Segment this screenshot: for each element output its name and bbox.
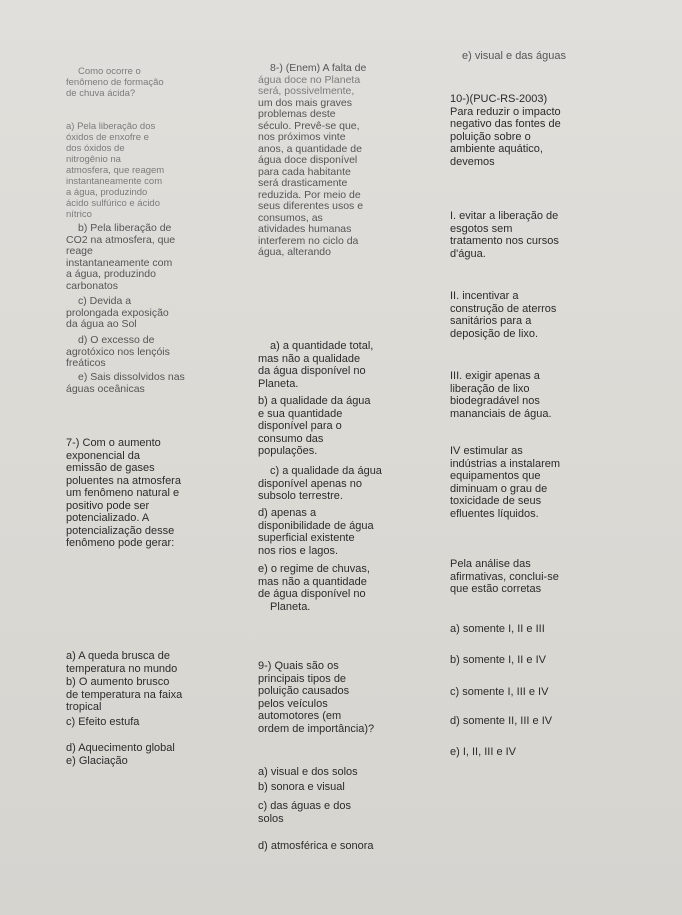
question-7-option-b: b) O aumento brusco de temperatura na faixa tropical xyxy=(66,676,183,713)
question-9-option-a: a) visual e dos solos xyxy=(258,766,358,778)
question-7-option-e: e) Glaciação xyxy=(66,755,128,767)
question-8-option-a: a) a quantidade total, mas não a qualidade da água disponível no Planeta. xyxy=(258,340,374,390)
question-6-option-e: e) Sais dissolvidos nas águas oceânicas xyxy=(66,372,185,395)
question-10-item-1: I. evitar a liberação de esgotos sem tratamento nos cursos d'água. xyxy=(450,210,559,260)
question-10-option-c: c) somente I, III e IV xyxy=(450,686,549,698)
question-7-option-a: a) A queda brusca de temperatura no mundo xyxy=(66,650,178,675)
question-10-item-4: IV estimular as indústrias a instalarem equipamentos que diminuam o grau de toxicidade de seus efluentes líquidos. xyxy=(450,445,561,520)
question-8-option-e-overflow: e) visual e das águas xyxy=(462,50,566,62)
question-10-option-b: b) somente I, II e IV xyxy=(450,654,546,666)
question-10-item-3: III. exigir apenas a liberação de lixo biodegradável nos mananciais de água. xyxy=(450,370,552,420)
question-10-item-2: II. incentivar a construção de aterros sanitários para a deposição de lixo. xyxy=(450,290,557,340)
question-10-option-d: d) somente II, III e IV xyxy=(450,715,553,727)
question-9-option-d: d) atmosférica e sonora xyxy=(258,840,374,852)
question-7-stem: 7-) Com o aumento exponencial da emissão de gases poluentes na atmosfera um fenômeno natural e positivo pode ser potencializado. A potencialização desse fenômeno pode gerar: xyxy=(66,437,181,549)
question-10-option-e: e) I, II, III e IV xyxy=(450,746,517,758)
question-9-option-c: c) das águas e dos solos xyxy=(258,800,351,825)
question-6-option-c: c) Devida a prolongada exposição da água ao Sol xyxy=(66,296,169,330)
question-8-option-b: b) a qualidade da água e sua quantidade disponível para o consumo das populações. xyxy=(258,395,371,457)
question-10-stem: 10-)(PUC-RS-2003) Para reduzir o impacto negativo das fontes de poluição sobre o ambiente aquático, devemos xyxy=(450,93,561,168)
question-8-option-e: e) o regime de chuvas, mas não a quantidade de água disponível no Planeta. xyxy=(258,563,370,613)
question-9-option-b: b) sonora e visual xyxy=(258,781,345,793)
question-6-stem: Como ocorre o fenômeno de formação de chuva ácida? xyxy=(66,66,164,99)
question-6-option-a: a) Pela liberação dos óxidos de enxofre e dos óxidos de nitrogênio na atmosfera, que reagem instantaneamente com a água, produzindo ácido sulfúrico e ácido nítrico xyxy=(66,121,165,220)
question-7-option-c: c) Efeito estufa xyxy=(66,716,140,728)
question-9-stem: 9-) Quais são os principais tipos de poluição causados pelos veículos automotores (em ordem de importância)? xyxy=(258,660,375,735)
question-10-option-a: a) somente I, II e III xyxy=(450,623,545,635)
question-6-option-b: b) Pela liberação de CO2 na atmosfera, que reage instantaneamente com a água, produzindo carbonatos xyxy=(66,223,176,292)
question-8-option-d: d) apenas a disponibilidade de água superficial existente nos rios e lagos. xyxy=(258,507,374,557)
question-8-option-c: c) a qualidade da água disponível apenas no subsolo terrestre. xyxy=(258,465,382,502)
question-6-option-d: d) O excesso de agrotóxico nos lençóis freáticos xyxy=(66,335,170,369)
question-7-option-d: d) Aquecimento global xyxy=(66,742,175,754)
question-10-ask: Pela análise das afirmativas, conclui-se que estão corretas xyxy=(450,558,559,595)
question-8-stem: 8-) (Enem) A falta de água doce no Planeta será, possivelmente, um dos mais graves problemas deste século. Prevê-se que, nos próximos vinte anos, a quantidade de água doce disponível para cada habitante será drasticamente reduzida. Por meio de seus diferentes usos e consumos, as atividades humanas interferem no ciclo da água, alterando xyxy=(258,63,367,258)
